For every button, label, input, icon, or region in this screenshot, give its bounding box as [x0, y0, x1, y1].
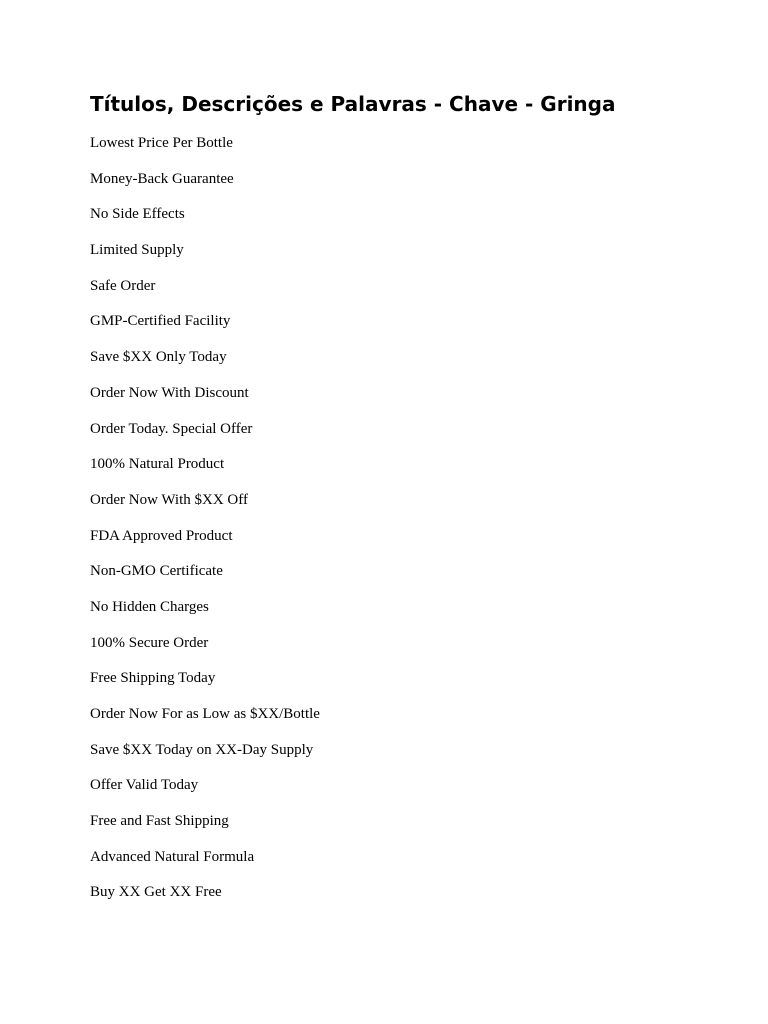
list-item: No Side Effects: [90, 206, 185, 223]
list-item: GMP-Certified Facility: [90, 313, 231, 330]
list-item: Free and Fast Shipping: [90, 813, 229, 830]
list-item: No Hidden Charges: [90, 598, 209, 615]
list-item: Offer Valid Today: [90, 777, 199, 794]
list-item: Safe Order: [90, 277, 156, 294]
list-item: Order Now For as Low as $XX/Bottle: [90, 706, 320, 722]
list-item: Non-GMO Certificate: [90, 563, 223, 580]
list-item: Order Now With $XX Off: [90, 491, 248, 508]
list-item: Order Now With Discount: [90, 384, 249, 401]
list-item: 100% Secure Order: [90, 634, 209, 651]
list-item: Buy XX Get XX Free: [90, 884, 222, 901]
list-item: Money-Back Guarantee: [90, 170, 234, 187]
list-item: FDA Approved Product: [90, 527, 233, 544]
phrase-list: [90, 133, 320, 918]
list-item: Free Shipping Today: [90, 670, 216, 687]
document-title: Títulos, Descrições e Palavras - Chave - Gringa: [90, 92, 616, 116]
list-item: Order Today. Special Offer: [90, 420, 253, 437]
list-item: Save $XX Today on XX-Day Supply: [90, 741, 314, 758]
list-item: Save $XX Only Today: [90, 349, 227, 366]
list-item: Advanced Natural Formula: [90, 848, 255, 865]
list-item: Lowest Price Per Bottle: [90, 135, 233, 151]
list-item: 100% Natural Product: [90, 456, 225, 473]
list-item: Limited Supply: [90, 242, 184, 259]
